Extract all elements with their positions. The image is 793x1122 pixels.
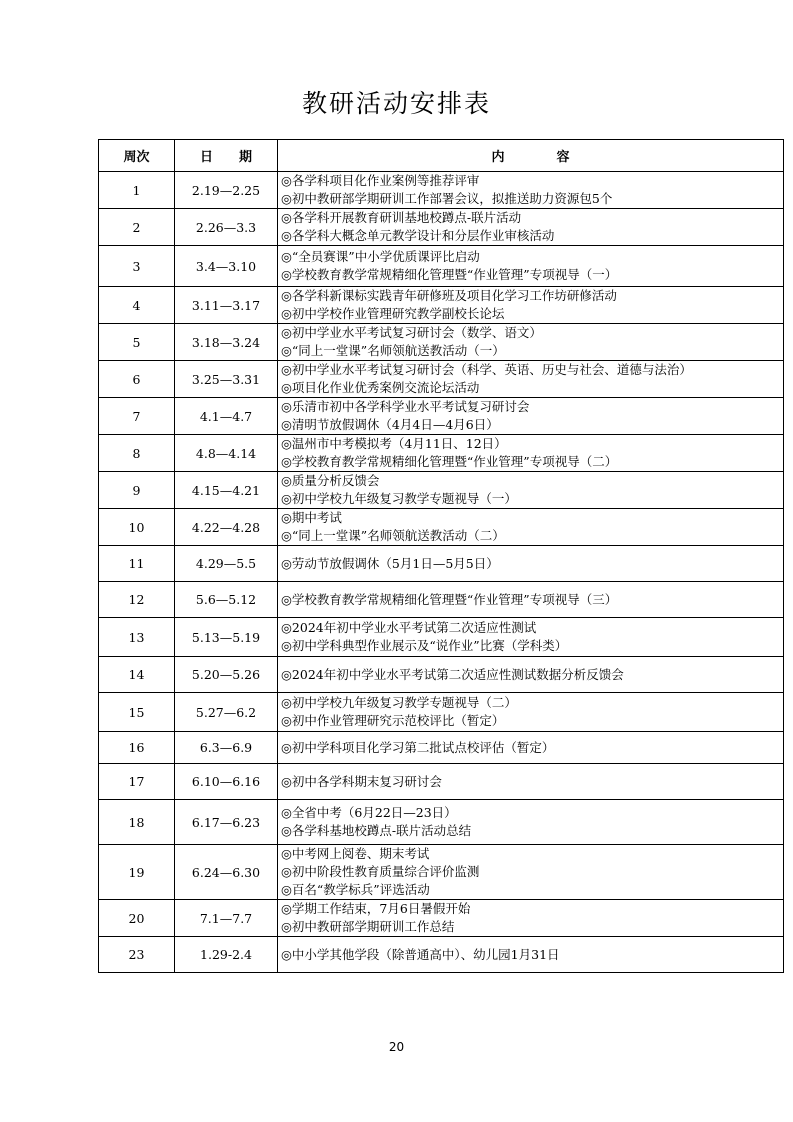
date-cell: 2.26—3.3	[175, 209, 278, 246]
table-row	[99, 361, 784, 398]
activity-item: ◎劳动节放假调休（5月1日—5月5日）	[281, 555, 499, 571]
table-row	[99, 398, 784, 435]
page-title: 教研活动安排表	[301, 89, 491, 118]
schedule-table	[98, 139, 784, 973]
table-row	[99, 900, 784, 937]
activity-item: ◎初中教研部学期研训工作部署会议，拟推送助力资源包5个	[281, 191, 613, 206]
activity-item: ◎初中学科典型作业展示及“说作业”比赛（学科类）	[281, 638, 568, 653]
schedule-body	[99, 172, 784, 973]
activity-item: ◎期中考试	[281, 510, 342, 525]
date-cell: 3.11—3.17	[175, 287, 278, 324]
content-cell	[278, 845, 784, 900]
date-cell: 3.4—3.10	[175, 246, 278, 287]
date-cell: 4.29—5.5	[175, 546, 278, 582]
activity-item: ◎初中学科项目化学习第二批试点校评估（暂定）	[281, 739, 555, 755]
week-cell: 3	[99, 246, 175, 287]
page-number: 20	[388, 1040, 405, 1054]
activity-item: ◎初中学校作业管理研究教学副校长论坛	[281, 306, 505, 321]
content-cell	[278, 546, 784, 582]
content-cell	[278, 693, 784, 732]
week-cell: 11	[99, 546, 175, 582]
week-cell: 4	[99, 287, 175, 324]
header-date: 日 期	[175, 140, 278, 172]
header-content: 内 容	[278, 140, 784, 172]
table-row	[99, 732, 784, 764]
activity-item: ◎各学科大概念单元教学设计和分层作业审核活动	[281, 228, 555, 243]
table-row	[99, 693, 784, 732]
table-row	[99, 287, 784, 324]
week-cell: 15	[99, 693, 175, 732]
table-row	[99, 209, 784, 246]
table-row	[99, 324, 784, 361]
content-cell	[278, 398, 784, 435]
week-cell: 7	[99, 398, 175, 435]
table-row	[99, 246, 784, 287]
week-cell: 10	[99, 509, 175, 546]
activity-item: ◎初中作业管理研究示范校评比（暂定）	[281, 713, 505, 728]
week-cell: 16	[99, 732, 175, 764]
date-cell: 6.17—6.23	[175, 800, 278, 845]
activity-item: ◎“同上一堂课”名师领航送教活动（二）	[281, 528, 505, 543]
week-cell: 2	[99, 209, 175, 246]
content-cell	[278, 509, 784, 546]
content-cell	[278, 900, 784, 937]
activity-item: ◎乐清市初中各学科学业水平考试复习研讨会	[281, 399, 530, 414]
activity-item: ◎各学科项目化作业案例等推荐评审	[281, 173, 480, 188]
activity-item: ◎“全员赛课”中小学优质课评比启动	[281, 249, 480, 264]
week-cell: 17	[99, 764, 175, 800]
date-cell: 4.22—4.28	[175, 509, 278, 546]
week-cell: 5	[99, 324, 175, 361]
content-cell	[278, 361, 784, 398]
date-cell: 3.18—3.24	[175, 324, 278, 361]
table-header-row	[99, 140, 784, 172]
content-cell	[278, 287, 784, 324]
table-row	[99, 800, 784, 845]
activity-item: ◎温州市中考模拟考（4月11日、12日）	[281, 436, 507, 451]
content-cell	[278, 732, 784, 764]
activity-item: ◎学期工作结束，7月6日暑假开始	[281, 901, 471, 916]
activity-item: ◎2024年初中学业水平考试第二次适应性测试数据分析反馈会	[281, 666, 624, 682]
date-cell: 5.13—5.19	[175, 618, 278, 657]
activity-item: ◎初中学业水平考试复习研讨会（科学、英语、历史与社会、道德与法治）	[281, 362, 692, 377]
date-cell: 4.8—4.14	[175, 435, 278, 472]
week-cell: 14	[99, 657, 175, 693]
week-cell: 9	[99, 472, 175, 509]
activity-item: ◎初中学校九年级复习教学专题视导（二）	[281, 695, 517, 710]
activity-item: ◎质量分析反馈会	[281, 473, 380, 488]
week-cell: 6	[99, 361, 175, 398]
content-cell	[278, 764, 784, 800]
activity-item: ◎中考网上阅卷、期末考试	[281, 846, 430, 861]
date-cell: 7.1—7.7	[175, 900, 278, 937]
activity-item: ◎初中阶段性教育质量综合评价监测	[281, 864, 480, 879]
table-row	[99, 472, 784, 509]
week-cell: 13	[99, 618, 175, 657]
activity-item: ◎初中学业水平考试复习研讨会（数学、语文）	[281, 325, 542, 340]
activity-item: ◎初中教研部学期研训工作总结	[281, 919, 455, 934]
activity-item: ◎“同上一堂课”名师领航送教活动（一）	[281, 343, 505, 358]
week-cell: 19	[99, 845, 175, 900]
activity-item: ◎学校教育教学常规精细化管理暨“作业管理”专项视导（三）	[281, 591, 618, 607]
date-cell: 6.24—6.30	[175, 845, 278, 900]
table-row	[99, 618, 784, 657]
content-cell	[278, 657, 784, 693]
content-cell	[278, 618, 784, 657]
activity-item: ◎各学科开展教育研训基地校蹲点-联片活动	[281, 210, 522, 225]
week-cell: 20	[99, 900, 175, 937]
activity-item: ◎全省中考（6月22日—23日）	[281, 805, 457, 820]
table-row	[99, 657, 784, 693]
date-cell: 3.25—3.31	[175, 361, 278, 398]
table-row	[99, 764, 784, 800]
content-cell	[278, 472, 784, 509]
header-week: 周次	[99, 140, 175, 172]
activity-item: ◎各学科新课标实践青年研修班及项目化学习工作坊研修活动	[281, 288, 617, 303]
activity-item: ◎中小学其他学段（除普通高中）、幼儿园1月31日	[281, 946, 560, 962]
activity-item: ◎2024年初中学业水平考试第二次适应性测试	[281, 620, 537, 635]
activity-item: ◎学校教育教学常规精细化管理暨“作业管理”专项视导（二）	[281, 454, 618, 469]
content-cell	[278, 937, 784, 973]
date-cell: 1.29-2.4	[175, 937, 278, 973]
date-cell: 5.6—5.12	[175, 582, 278, 618]
week-cell: 1	[99, 172, 175, 209]
week-cell: 12	[99, 582, 175, 618]
date-cell: 4.15—4.21	[175, 472, 278, 509]
date-cell: 4.1—4.7	[175, 398, 278, 435]
week-cell: 23	[99, 937, 175, 973]
content-cell	[278, 324, 784, 361]
content-cell	[278, 246, 784, 287]
activity-item: ◎初中学校九年级复习教学专题视导（一）	[281, 491, 517, 506]
table-row	[99, 845, 784, 900]
table-row	[99, 546, 784, 582]
week-cell: 8	[99, 435, 175, 472]
content-cell	[278, 172, 784, 209]
activity-item: ◎清明节放假调休（4月4日—4月6日）	[281, 417, 499, 432]
date-cell: 5.20—5.26	[175, 657, 278, 693]
table-row	[99, 509, 784, 546]
week-cell: 18	[99, 800, 175, 845]
table-row	[99, 435, 784, 472]
content-cell	[278, 582, 784, 618]
date-cell: 6.3—6.9	[175, 732, 278, 764]
table-row	[99, 937, 784, 973]
activity-item: ◎各学科基地校蹲点-联片活动总结	[281, 823, 472, 838]
content-cell	[278, 435, 784, 472]
table-row	[99, 582, 784, 618]
activity-item: ◎项目化作业优秀案例交流论坛活动	[281, 380, 480, 395]
table-row	[99, 172, 784, 209]
date-cell: 5.27—6.2	[175, 693, 278, 732]
activity-item: ◎百名“教学标兵”评选活动	[281, 882, 430, 897]
date-cell: 6.10—6.16	[175, 764, 278, 800]
activity-item: ◎学校教育教学常规精细化管理暨“作业管理”专项视导（一）	[281, 267, 618, 282]
date-cell: 2.19—2.25	[175, 172, 278, 209]
content-cell	[278, 800, 784, 845]
activity-item: ◎初中各学科期末复习研讨会	[281, 773, 442, 789]
content-cell	[278, 209, 784, 246]
